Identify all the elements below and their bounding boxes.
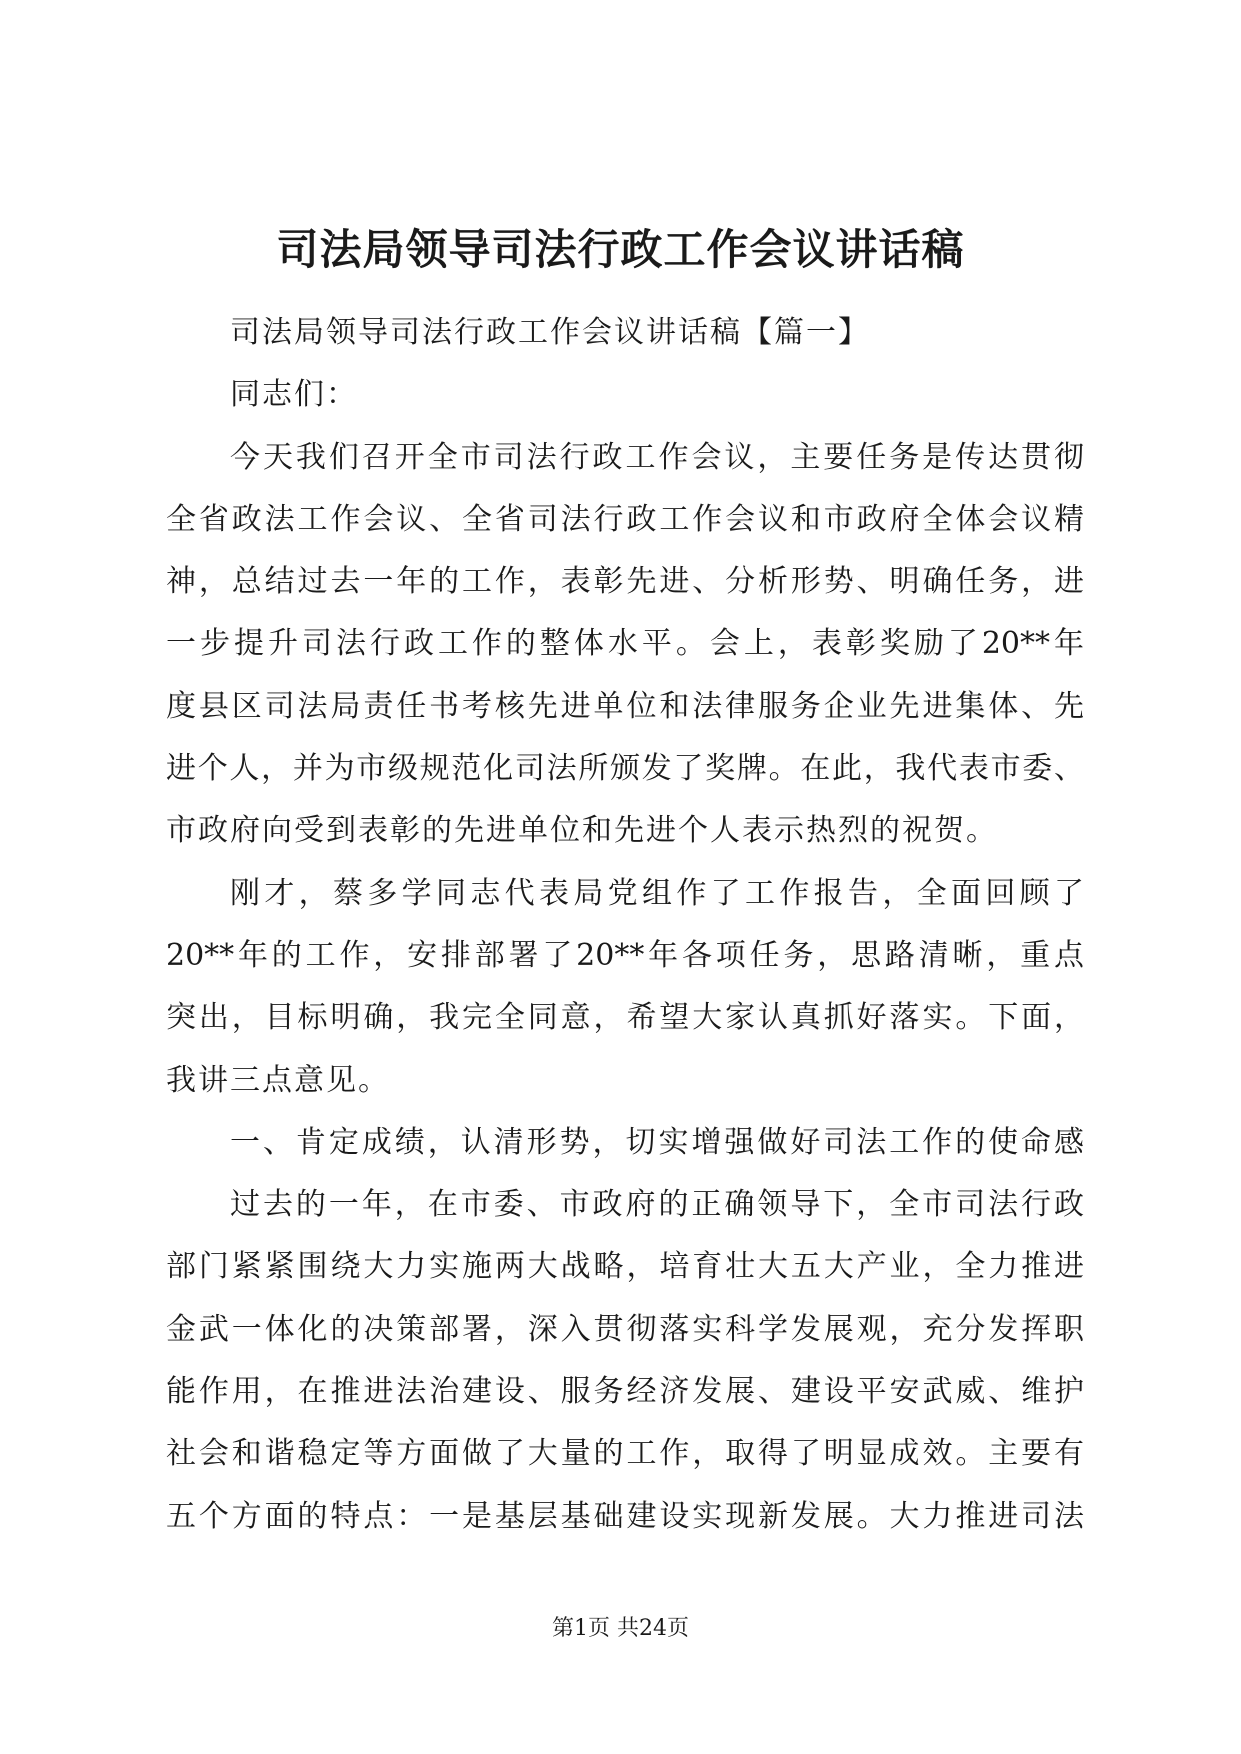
text-line: 度县区司法局责任书考核先进单位和法律服务企业先进集体、先 <box>166 688 1084 724</box>
page-number: 第1页 共24页 <box>552 1616 689 1641</box>
text-line: 全省政法工作会议、全省司法行政工作会议和市政府全体会议精 <box>166 501 1084 537</box>
text-line: 社会和谐稳定等方面做了大量的工作，取得了明显成效。主要有 <box>166 1436 1084 1472</box>
text-line: 过去的一年，在市委、市政府的正确领导下，全市司法行政 <box>230 1187 1084 1223</box>
section-heading: 一、肯定成绩，认清形势，切实增强做好司法工作的使命感 <box>230 1124 1084 1160</box>
document-title: 司法局领导司法行政工作会议讲话稿 <box>276 225 965 274</box>
text-line: 20**年的工作，安排部署了20**年各项任务，思路清晰，重点 <box>166 937 1084 973</box>
text-line: 一步提升司法行政工作的整体水平。会上，表彰奖励了20**年 <box>166 626 1084 662</box>
text-line: 能作用，在推进法治建设、服务经济发展、建设平安武威、维护 <box>166 1374 1084 1410</box>
text-line: 市政府向受到表彰的先进单位和先进个人表示热烈的祝贺。 <box>166 813 998 849</box>
text-line: 金武一体化的决策部署，深入贯彻落实科学发展观，充分发挥职 <box>166 1311 1084 1347</box>
text-line: 突出，目标明确，我完全同意，希望大家认真抓好落实。下面， <box>166 1000 1084 1036</box>
document-body <box>166 302 1084 1548</box>
text-line: 司法局领导司法行政工作会议讲话稿【篇一】 <box>230 315 870 350</box>
text-line: 部门紧紧围绕大力实施两大战略，培育壮大五大产业，全力推进 <box>166 1249 1084 1285</box>
text-line: 五个方面的特点：一是基层基础建设实现新发展。大力推进司法 <box>166 1498 1084 1534</box>
text-line: 今天我们召开全市司法行政工作会议，主要任务是传达贯彻 <box>230 439 1084 475</box>
text-line: 同志们： <box>230 377 358 413</box>
text-line: 我讲三点意见。 <box>166 1062 390 1098</box>
text-line: 进个人，并为市级规范化司法所颁发了奖牌。在此，我代表市委、 <box>166 751 1084 787</box>
text-line: 神，总结过去一年的工作，表彰先进、分析形势、明确任务，进 <box>166 564 1084 600</box>
text-line: 刚才，蔡多学同志代表局党组作了工作报告，全面回顾了 <box>230 875 1084 911</box>
